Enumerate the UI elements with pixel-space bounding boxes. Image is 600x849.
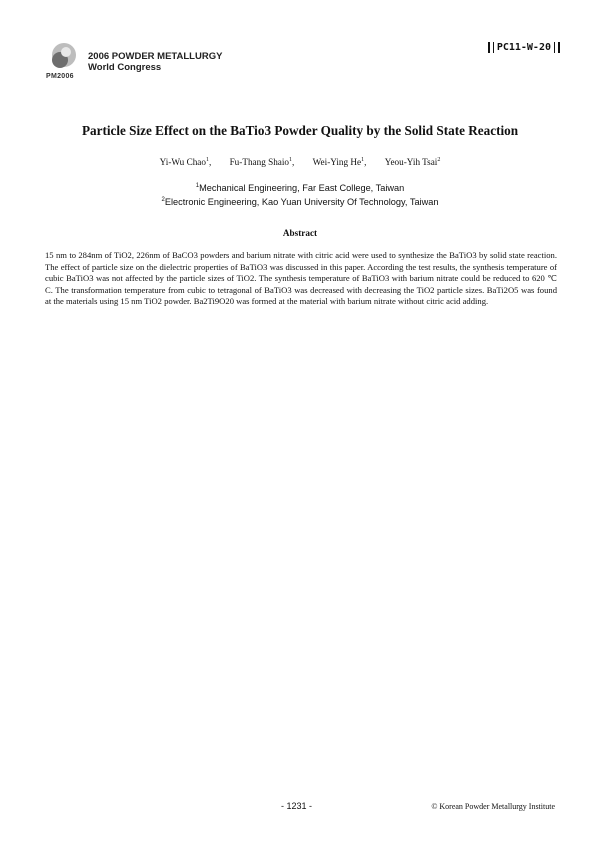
code-bar-left-thin (493, 42, 494, 53)
conference-name-line2: World Congress (88, 62, 162, 73)
conference-logo-icon (44, 40, 80, 76)
author: Yeou-Yih Tsai$^2$ (384, 157, 441, 168)
logo-subtext: PM2006 (46, 73, 74, 80)
conference-name (88, 51, 222, 73)
paper-title: Particle Size Effect on the BaTio3 Powder Quality by the Solid State Reaction (81, 123, 519, 138)
copyright-notice: © Korean Powder Metallurgy Institute (431, 802, 555, 811)
paper-code (488, 42, 560, 53)
author-list (0, 157, 600, 167)
affiliation: $^2$Electronic Engineering, Kao Yuan University Of Technology, Taiwan (161, 197, 439, 208)
paper-code-text: PC11-W-20 (496, 42, 551, 53)
affiliation: $^1$Mechanical Engineering, Far East College, Taiwan (195, 183, 405, 194)
abstract-body: 15 nm to 284nm of TiO2, 226nm of BaCO3 powders and barium nitrate with citric acid were used to synthesize the BaTiO3 by solid state reaction. The effect of particle size on the dielectric properties of BaTiO3 was discussed in this paper. According the test results, the synthesis temperature of cubic BaTiO3 was not affected by the particle sizes of TiO2. The synthesis temperature of BaTiO3 with barium nitrate could be reduced to 620 ℃ C. The transformation temperature from cubic to tetragonal of BaTiO3 was decreased with decreasing the TiO2 particle sizes. BaTi2O5 was found at the materials using 15 nm TiO2 powder. Ba2Ti9O20 was formed at the material with barium nitrate without citric acid adding. (45, 250, 557, 307)
author: Fu-Thang Shaio$^1$, (229, 157, 295, 168)
author: Wei-Ying He$^1$, (312, 157, 367, 168)
code-bar-left (488, 42, 490, 53)
abstract-heading: Abstract (282, 228, 318, 238)
code-bar-right-thin (554, 42, 555, 53)
page-number: - 1231 - (281, 801, 313, 811)
conference-name-line1: 2006 POWDER METALLURGY (88, 51, 223, 62)
affiliation-list (0, 180, 600, 208)
author: Yi-Wu Chao$^1$, (159, 157, 212, 168)
code-bar-right (558, 42, 560, 53)
